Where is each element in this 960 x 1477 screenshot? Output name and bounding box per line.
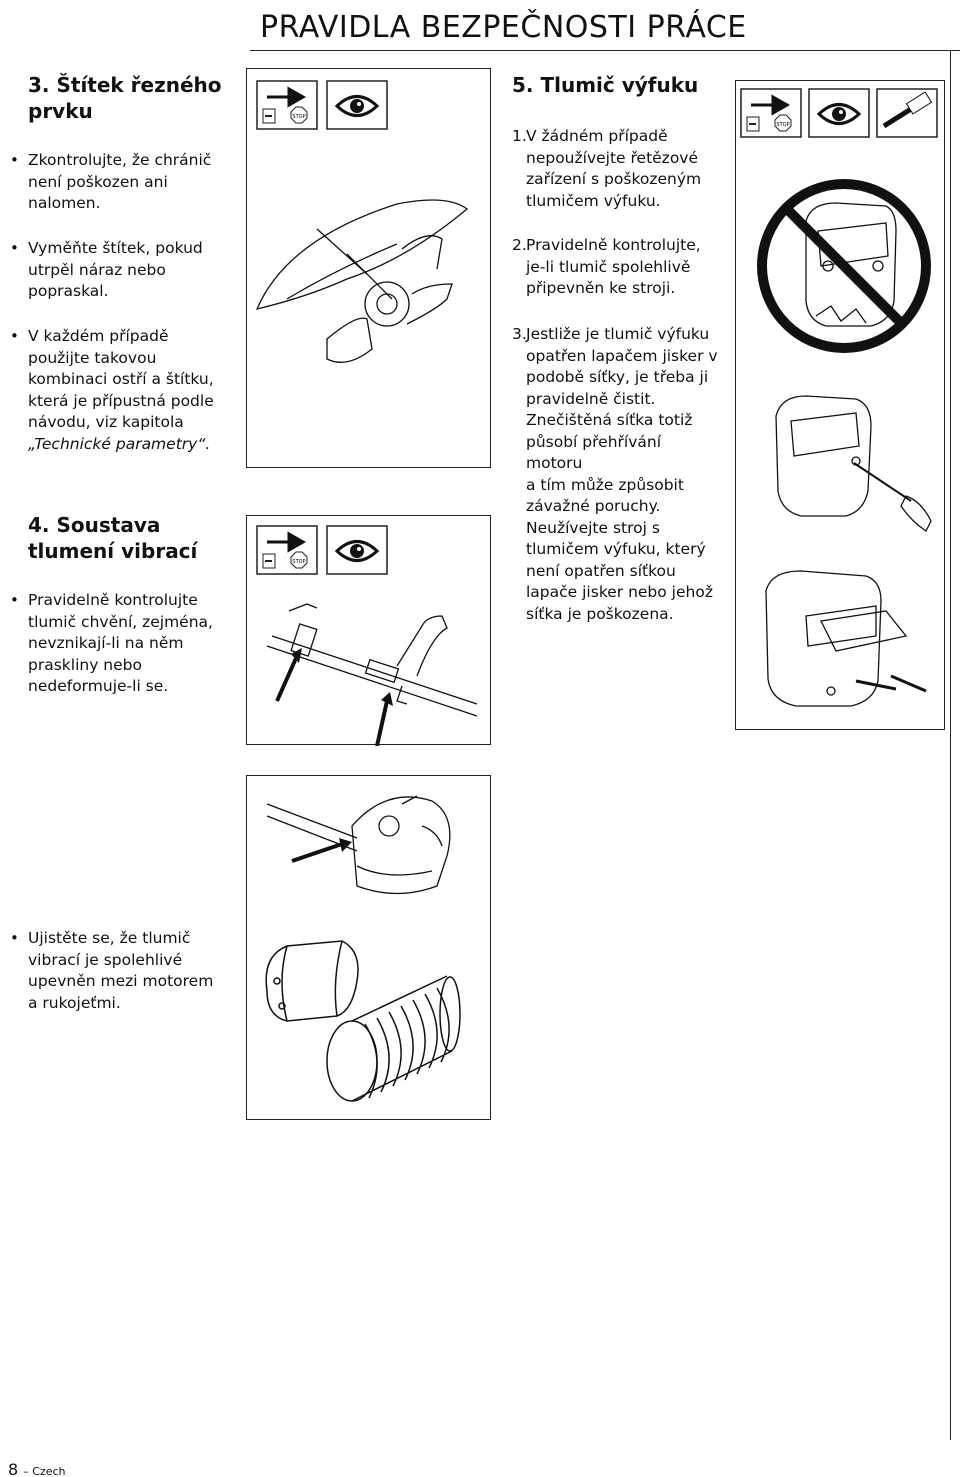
section3-title [28,72,222,124]
text-line: je-li tlumič spolehlivě [526,257,691,276]
section3-bullet-3 [28,326,233,455]
text-line: a tím může způsobit [526,475,684,494]
section3-bullet-1 [28,150,233,215]
text-line: nepoužívejte řetězové [526,148,699,167]
blade-guard-illustration [247,69,492,469]
text-line: • Vyměňte štítek, pokud [28,239,203,257]
item-number: 1. [512,127,527,145]
arrow-icon [377,692,393,746]
text-line: praskliny nebo [28,655,142,674]
text-line: návodu, viz kapitola [28,413,184,431]
text-line: kombinaci ostří a štítku, [28,370,214,388]
check-icon-box [257,526,317,574]
header-rule [250,50,960,51]
guard-drawing [257,200,467,362]
section4-bullet-1 [28,590,233,698]
svg-text:STOP: STOP [292,114,306,120]
text-line: Pravidelně kontrolujte, [526,236,701,254]
text-line: V žádném případě [526,127,668,145]
svg-text:STOP: STOP [292,559,306,565]
prohibited-icon [762,184,926,348]
section4-title-line1: 4. Soustava [28,513,161,537]
section3-bullet-2 [28,238,233,303]
text-line: nedeformuje-li se. [28,677,169,695]
text-line: • V každém případě [28,327,169,345]
damper-figure [246,775,491,1120]
text-line: a rukojeťmi. [28,993,121,1012]
text-line: • Ujistěte se, že tlumič [28,929,191,947]
svg-text:STOP: STOP [776,122,790,128]
text-line: lapače jisker nebo jehož [526,583,713,601]
engine-drawing [267,796,450,894]
section5-item-2 [512,235,722,300]
text-line: opatřen lapačem jisker v [526,346,718,365]
text-line: Znečištěná síťka totiž [526,411,693,429]
check-icon-box [741,89,801,137]
check-icon-box [257,81,317,129]
text-line: tlumičem výfuku, který [526,540,706,558]
section3-title-line2: prvku [28,99,93,123]
section5-item-3 [512,324,722,625]
text-line: nalomen. [28,194,101,212]
text-line: vibrací je spolehlivé [28,950,183,969]
vibration-check-illustration [247,516,492,746]
text-line: podobě síťky, je třeba ji [526,368,709,386]
text-line: popraskal. [28,282,109,300]
right-margin-rule [950,50,951,1440]
language-label: – Czech [23,1465,66,1477]
text-line: není poškozen ani [28,172,168,191]
blade-guard-figure [246,68,491,468]
muffler-illustration [736,81,946,731]
arrow-icon [277,648,302,701]
section4-title-line2: tlumení vibrací [28,539,198,563]
eye-icon-box [327,526,387,574]
muffler-figure [735,80,945,730]
muffler-cleaning-drawing [776,396,931,531]
text-line: tlumičem výfuku. [526,191,661,210]
muffler-screen-drawing [766,571,926,706]
text-line: která je přípustná podle [28,391,214,410]
rubber-damper-drawing [266,941,358,1021]
text-line: zařízení s poškozeným [526,170,702,188]
text-line: použijte takovou [28,348,157,367]
item-number: 3. [512,325,527,343]
text-line: utrpěl náraz nebo [28,260,166,279]
text-line: Jestliže je tlumič výfuku [526,325,710,343]
eye-icon-box [809,89,869,137]
spring-damper-drawing [327,976,460,1101]
arrow-icon [292,838,352,861]
text-line: závažné poruchy. [526,497,661,515]
text-line: „Technické parametry“. [28,434,211,453]
item-number: 2. [512,236,527,254]
text-line: Neužívejte stroj s [526,518,660,537]
section4-bullet-2 [28,928,233,1014]
page-footer [8,1460,66,1477]
text-line: nevznikají-li na něm [28,634,184,652]
section5-title: 5. Tlumič výfuku [512,73,699,97]
text-line: upevněn mezi motorem [28,972,214,990]
page-number: 8 [8,1460,19,1477]
text-line: působí přehřívání motoru [526,432,662,472]
text-line: pravidelně čistit. [526,389,656,408]
text-line: není opatřen síťkou [526,561,676,580]
section3-title-line1: 3. Štítek řezného [28,73,222,97]
text-line: • Zkontrolujte, že chránič [28,151,212,169]
page-title: PRAVIDLA BEZPEČNOSTI PRÁCE [260,10,747,45]
text-line: síťka je poškozena. [526,604,674,623]
eye-icon-box [327,81,387,129]
damper-illustration [247,776,492,1121]
vibration-check-figure [246,515,491,745]
section4-title [28,512,197,564]
text-line: připevněn ke stroji. [526,279,676,297]
text-line: tlumič chvění, zejména, [28,612,213,631]
section5-item-1 [512,126,722,212]
brush-icon-box [877,89,937,137]
text-line: • Pravidelně kontrolujte [28,591,198,609]
